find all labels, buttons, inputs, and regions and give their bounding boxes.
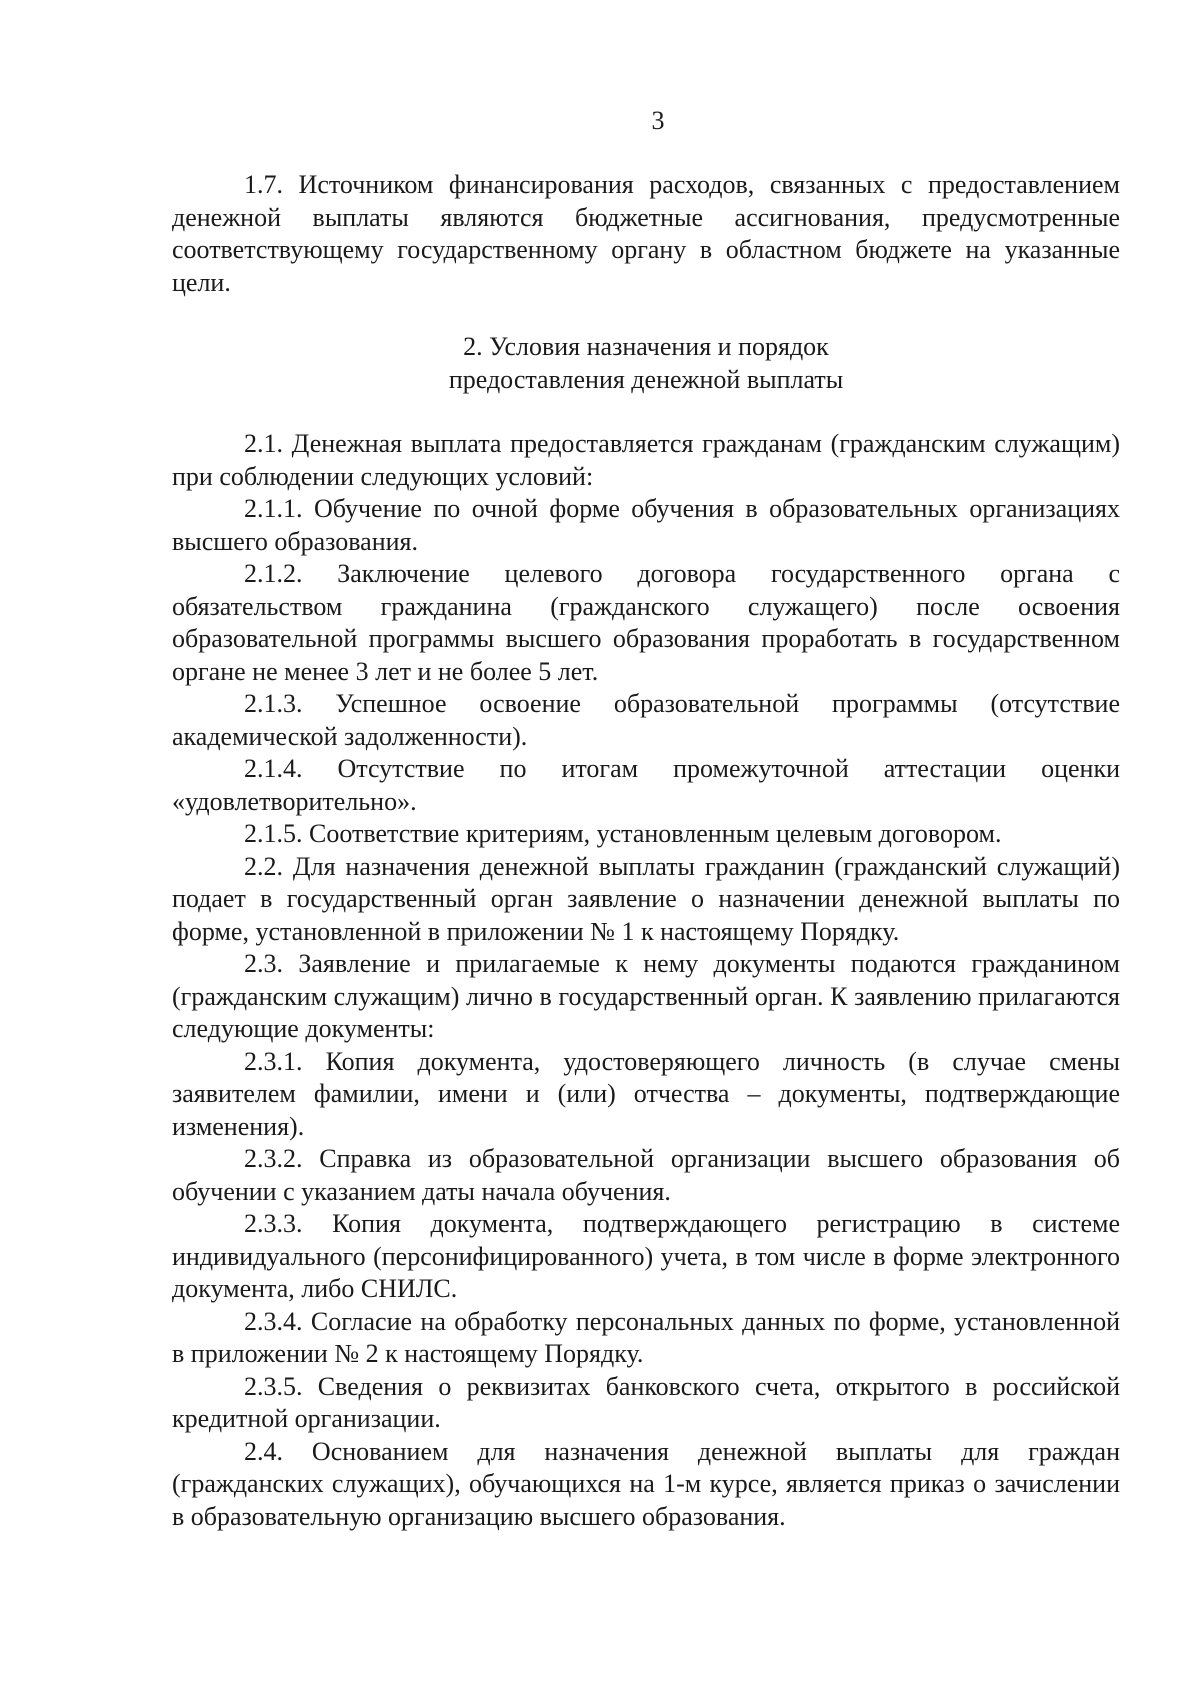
paragraph-2-2: 2.2. Для назначения денежной выплаты гражданин (гражданский служащий) подает в государственный орган заявление о назначении денежной выплаты по форме, установленной в приложении № 1 к настоящему Порядку. [172, 851, 1120, 946]
paragraph-2-3-5: 2.3.5. Сведения о реквизитах банковского счета, открытого в российской кредитной организации. [172, 1371, 1120, 1433]
paragraph-2-1-5: 2.1.5. Соответствие критериям, установленным целевым договором. [244, 819, 1002, 848]
paragraph-2-1: 2.1. Денежная выплата предоставляется гражданам (гражданским служащим) при соблюдении следующих условий: [172, 429, 1120, 491]
paragraph-2-3-2: 2.3.2. Справка из образовательной организации высшего образования об обучении с указанием даты начала обучения. [172, 1144, 1120, 1206]
paragraph-2-1-3: 2.1.3. Успешное освоение образовательной программы (отсутствие академической задолженности). [172, 689, 1120, 751]
paragraph-2-1-2: 2.1.2. Заключение целевого договора государственного органа с обязательством гражданина (гражданского служащего) после освоения образовательной программы высшего образования проработать в государственном органе не менее 3 лет и не более 5 лет. [172, 559, 1120, 686]
section-heading-line-1: 2. Условия назначения и порядок [463, 332, 829, 361]
paragraph-1-7: 1.7. Источником финансирования расходов, связанных с предоставлением денежной выплаты являются бюджетные ассигнования, предусмотренные соответствующему государственному органу в областном бюджете на указанные цели. [172, 170, 1120, 297]
document-page [172, 105, 1120, 1533]
paragraph-2-1-1: 2.1.1. Обучение по очной форме обучения в образовательных организациях высшего образования. [172, 494, 1120, 556]
paragraph-2-3-1: 2.3.1. Копия документа, удостоверяющего личность (в случае смены заявителем фамилии, имени и (или) отчества – документы, подтверждающие изменения). [172, 1046, 1120, 1141]
paragraph-2-3: 2.3. Заявление и прилагаемые к нему документы подаются гражданином (гражданским служащим) лично в государственный орган. К заявлению прилагаются следующие документы: [172, 949, 1120, 1043]
paragraph-2-4: 2.4. Основанием для назначения денежной выплаты для граждан (гражданских служащих), обучающихся на 1-м курсе, является приказ о зачислении в образовательную организацию высшего образования. [172, 1436, 1120, 1531]
paragraph-2-3-3: 2.3.3. Копия документа, подтверждающего регистрацию в системе индивидуального (персонифицированного) учета, в том числе в форме электронного документа, либо СНИЛС. [172, 1209, 1120, 1303]
page-number: 3 [651, 106, 665, 135]
paragraph-2-3-4: 2.3.4. Согласие на обработку персональных данных по форме, установленной в приложении № 2 к настоящему Порядку. [172, 1306, 1120, 1368]
section-heading [172, 331, 1120, 396]
paragraph-2-1-4: 2.1.4. Отсутствие по итогам промежуточной аттестации оценки «удовлетворительно». [172, 754, 1120, 816]
section-heading-line-2: предоставления денежной выплаты [448, 364, 844, 394]
